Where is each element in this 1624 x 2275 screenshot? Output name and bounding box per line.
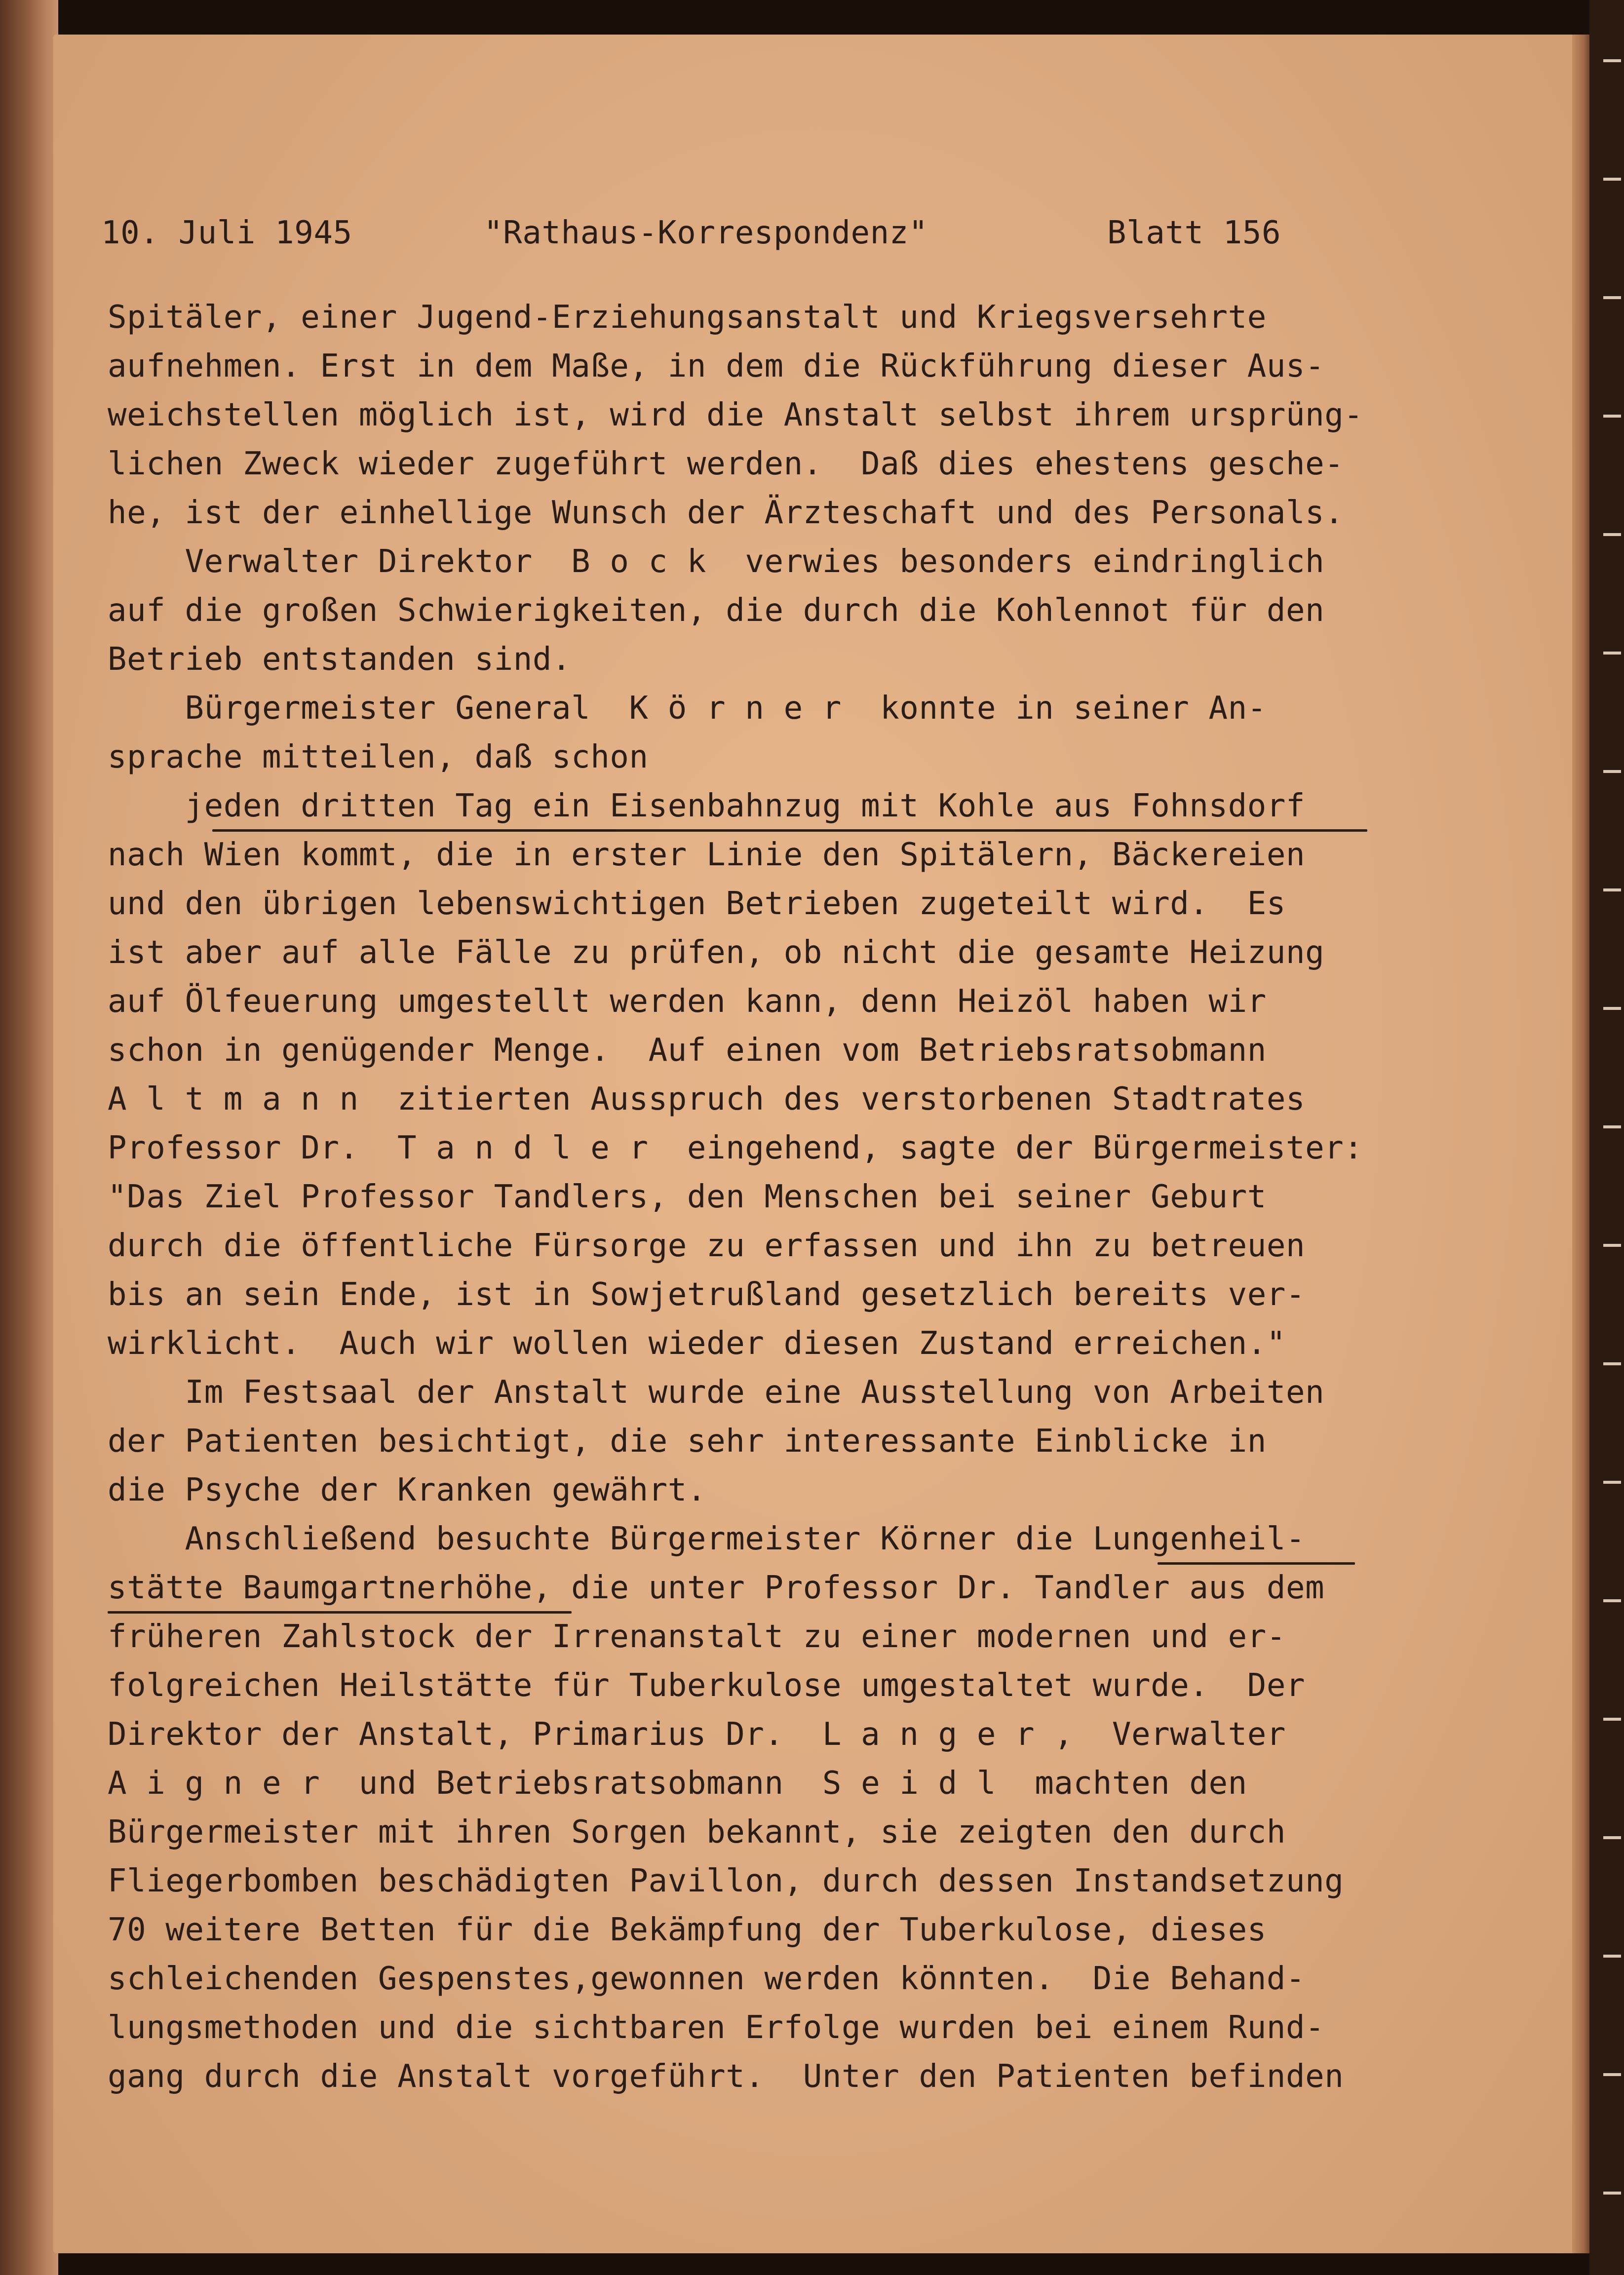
document-date: 10. Juli 1945: [101, 215, 352, 251]
text-line: die Psyche der Kranken gewährt.: [108, 1472, 707, 1508]
underline-mark: [1158, 1562, 1355, 1565]
text-line: schon in genügender Menge. Auf einen vom Betriebsratsobmann: [108, 1032, 1267, 1069]
text-line: Direktor der Anstalt, Primarius Dr. L a n g e r , Verwalter: [108, 1716, 1286, 1753]
text-line: "Das Ziel Professor Tandlers, den Menschen bei seiner Geburt: [108, 1179, 1267, 1215]
publication-title: "Rathaus-Korrespondenz": [484, 215, 928, 251]
text-line: gang durch die Anstalt vorgeführt. Unter den Patienten befinden: [108, 2058, 1344, 2095]
text-line: Fliegerbomben beschädigten Pavillon, durch dessen Instandsetzung: [108, 1863, 1344, 1899]
text-line: sprache mitteilen, daß schon: [108, 739, 649, 775]
sheet-number: Blatt 156: [1107, 215, 1281, 251]
text-line: der Patienten besichtigt, die sehr interessante Einblicke in: [108, 1423, 1267, 1460]
text-line: Bürgermeister mit ihren Sorgen bekannt, sie zeigten den durch: [108, 1814, 1286, 1851]
text-line: A i g n e r und Betriebsratsobmann S e i d l machten den: [108, 1765, 1247, 1802]
text-line: 70 weitere Betten für die Bekämpfung der Tuberkulose, dieses: [108, 1912, 1267, 1948]
text-line: nach Wien kommt, die in erster Linie den Spitälern, Bäckereien: [108, 837, 1306, 873]
text-line: he, ist der einhellige Wunsch der Ärzteschaft und des Personals.: [108, 495, 1344, 531]
text-line: A l t m a n n zitierten Ausspruch des verstorbenen Stadtrates: [108, 1081, 1306, 1118]
text-line: Professor Dr. T a n d l e r eingehend, sagte der Bürgermeister:: [108, 1130, 1363, 1166]
text-line: Im Festsaal der Anstalt wurde eine Ausstellung von Arbeiten: [108, 1374, 1325, 1411]
text-line: auf Ölfeuerung umgestellt werden kann, denn Heizöl haben wir: [108, 983, 1267, 1020]
text-line: Verwalter Direktor B o c k verwies besonders eindringlich: [108, 543, 1325, 580]
text-line: folgreichen Heilstätte für Tuberkulose umgestaltet wurde. Der: [108, 1667, 1306, 1704]
text-line: lungsmethoden und die sichtbaren Erfolge wurden bei einem Rund-: [108, 2009, 1325, 2046]
text-line: weichstellen möglich ist, wird die Anstalt selbst ihrem ursprüng-: [108, 397, 1363, 433]
underline-mark: [212, 829, 1367, 832]
text-line: lichen Zweck wieder zugeführt werden. Daß dies ehestens gesche-: [108, 446, 1344, 482]
text-line: ist aber auf alle Fälle zu prüfen, ob nicht die gesamte Heizung: [108, 934, 1325, 971]
text-line: auf die großen Schwierigkeiten, die durch die Kohlennot für den: [108, 592, 1325, 629]
text-line: Betrieb entstanden sind.: [108, 641, 572, 678]
text-line: durch die öffentliche Fürsorge zu erfassen und ihn zu betreuen: [108, 1228, 1306, 1264]
text-line-underlined: jeden dritten Tag ein Eisenbahnzug mit Kohle aus Fohnsdorf: [108, 788, 1306, 824]
text-line: Anschließend besuchte Bürgermeister Körner die Lungenheil-: [108, 1521, 1306, 1557]
text-line: Spitäler, einer Jugend-Erziehungsanstalt und Kriegsversehrte: [108, 299, 1267, 336]
text-line: bis an sein Ende, ist in Sowjetrußland gesetzlich bereits ver-: [108, 1276, 1306, 1313]
text-line: Bürgermeister General K ö r n e r konnte in seiner An-: [108, 690, 1267, 727]
text-line: aufnehmen. Erst in dem Maße, in dem die Rückführung dieser Aus-: [108, 348, 1325, 385]
text-line: wirklicht. Auch wir wollen wieder diesen Zustand erreichen.": [108, 1325, 1286, 1362]
text-line: schleichenden Gespenstes,gewonnen werden könnten. Die Behand-: [108, 1961, 1306, 1997]
text-line: und den übrigen lebenswichtigen Betrieben zugeteilt wird. Es: [108, 886, 1286, 922]
underline-mark: [108, 1611, 572, 1614]
text-line: stätte Baumgartnerhöhe, die unter Professor Dr. Tandler aus dem: [108, 1570, 1325, 1606]
text-line: früheren Zahlstock der Irrenanstalt zu einer modernen und er-: [108, 1619, 1286, 1655]
